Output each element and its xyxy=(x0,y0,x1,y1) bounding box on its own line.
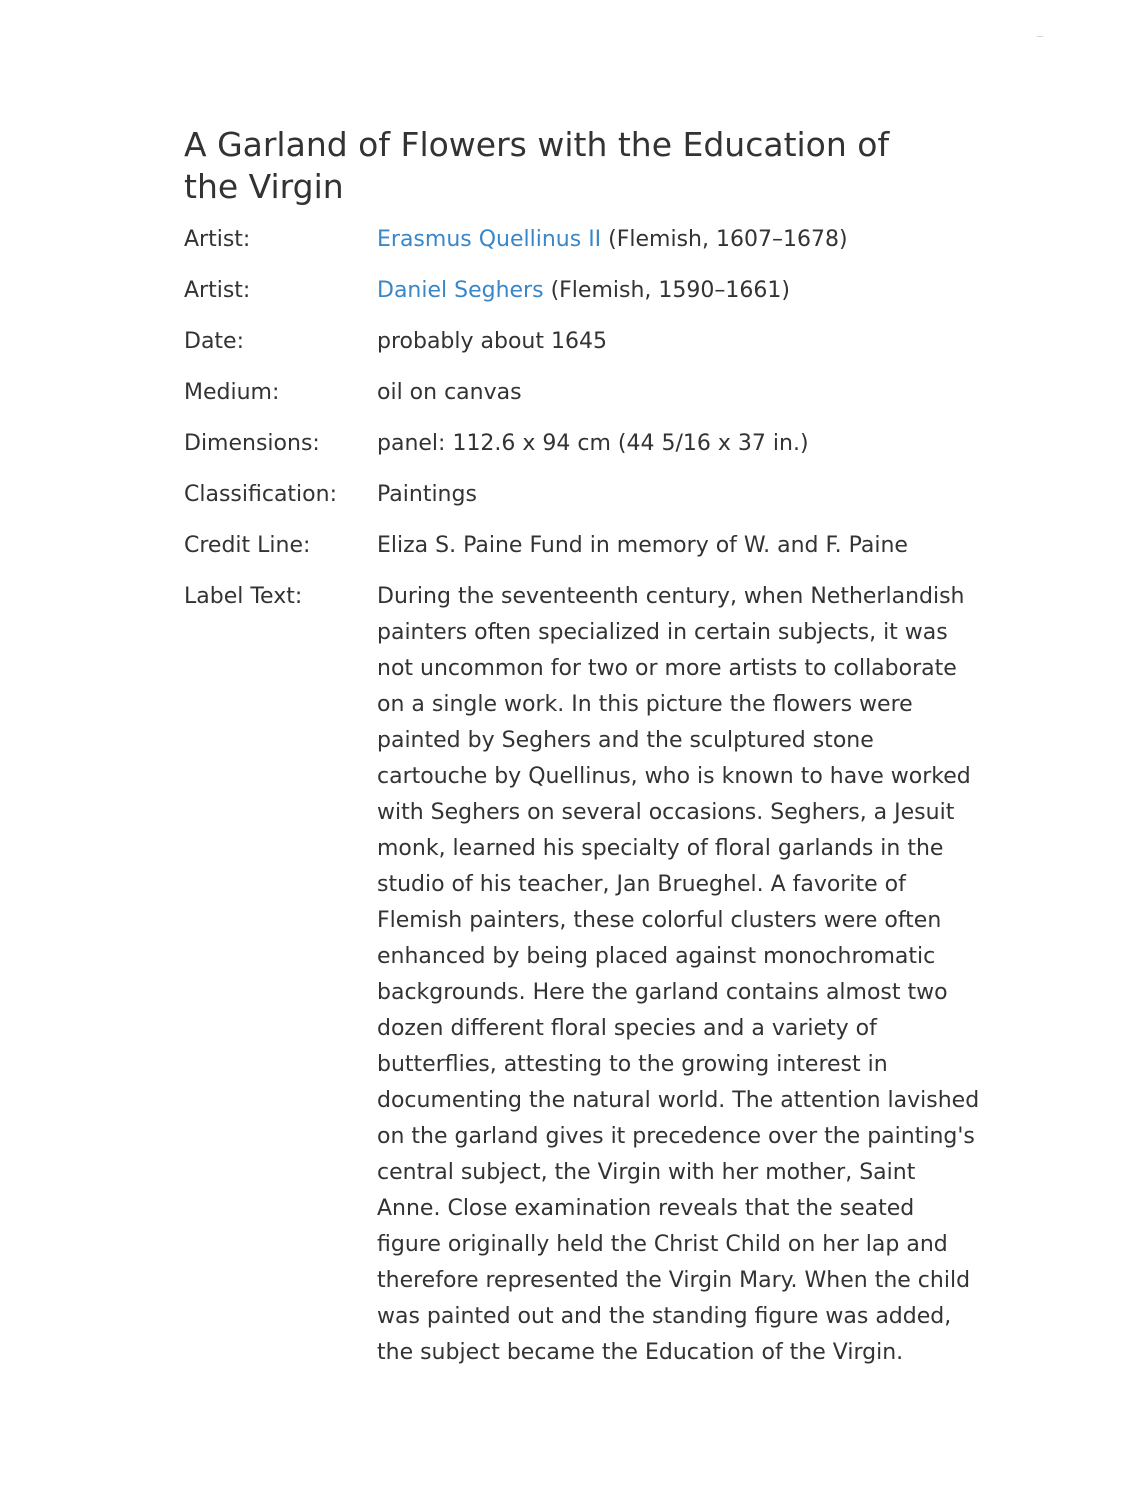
date-row xyxy=(184,324,984,360)
artist-nationality-dates: (Flemish, 1590–1661) xyxy=(543,278,790,303)
dimensions-row xyxy=(184,426,984,462)
artist-value xyxy=(377,273,980,309)
medium-label: Medium: xyxy=(184,380,280,405)
corner-mark xyxy=(1037,36,1043,37)
label-text-value: During the seventeenth century, when Netherlandish painters often specialized in certain subjects, it was not uncommon for two or more artists to collaborate on a single work. In this picture the flowers were painted by Seghers and the sculptured stone cartouche by Quellinus, who is known to have worked with Seghers on several occasions. Seghers, a Jesuit monk, learned his specialty of floral garlands in the studio of his teacher, Jan Brueghel. A favorite of Flemish painters, these colorful clusters were often enhanced by being placed against monochromatic backgrounds. Here the garland contains almost two dozen different floral species and a variety of butterflies, attesting to the growing interest in documenting the natural world. The attention lavished on the garland gives it precedence over the painting's central subject, the Virgin with her mother, Saint Anne. Close examination reveals that the seated figure originally held the Christ Child on her lap and therefore represented the Virgin Mary. When the child was painted out and the standing figure was added, the subject became the Education of the Virgin. xyxy=(377,584,980,1365)
medium-row xyxy=(184,375,984,411)
classification-label: Classification: xyxy=(184,482,337,507)
label-text-row xyxy=(184,579,984,1371)
credit-line-row xyxy=(184,528,984,564)
credit-line-value: Eliza S. Paine Fund in memory of W. and F. Paine xyxy=(377,533,908,558)
classification-value: Paintings xyxy=(377,482,477,507)
artist-link-erasmus-quellinus[interactable]: Erasmus Quellinus II xyxy=(377,227,602,252)
artwork-detail xyxy=(184,124,984,1386)
artist-link-daniel-seghers[interactable]: Daniel Seghers xyxy=(377,278,544,303)
artist-label: Artist: xyxy=(184,227,251,252)
label-text-label: Label Text: xyxy=(184,584,303,609)
date-label: Date: xyxy=(184,329,244,354)
artist-row xyxy=(184,222,984,258)
date-value: probably about 1645 xyxy=(377,329,607,354)
medium-value: oil on canvas xyxy=(377,380,522,405)
artist-label: Artist: xyxy=(184,278,251,303)
dimensions-label: Dimensions: xyxy=(184,431,320,456)
credit-line-label: Credit Line: xyxy=(184,533,311,558)
artist-row xyxy=(184,273,984,309)
artwork-title: A Garland of Flowers with the Education of the Virgin xyxy=(184,125,890,206)
artist-value xyxy=(377,222,980,258)
artist-nationality-dates: (Flemish, 1607–1678) xyxy=(601,227,848,252)
classification-row xyxy=(184,477,984,513)
dimensions-value: panel: 112.6 x 94 cm (44 5/16 x 37 in.) xyxy=(377,431,809,456)
